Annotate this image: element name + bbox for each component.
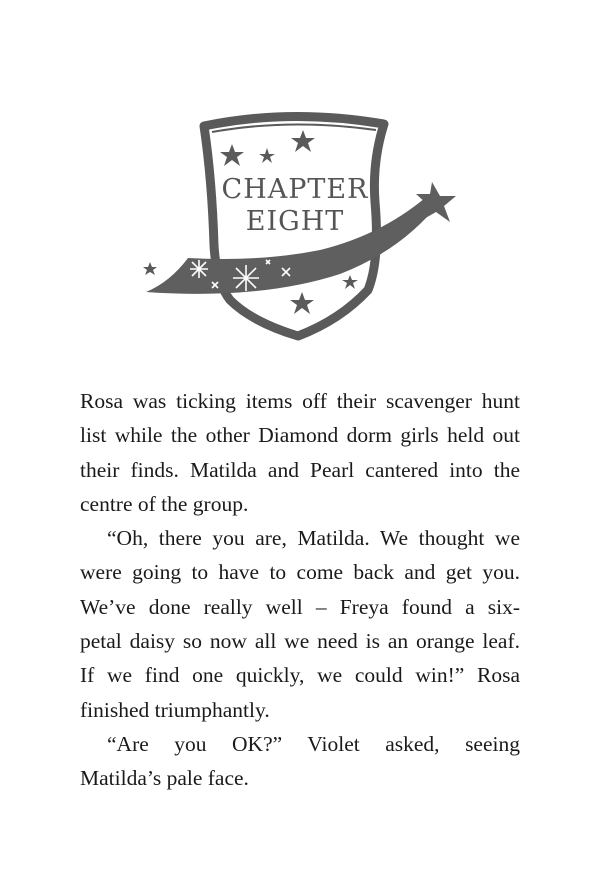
text-line: finished triumphantly. xyxy=(80,697,270,722)
text-line: centre of the group. xyxy=(80,491,249,516)
text-line: Matilda’s pale face. xyxy=(80,766,249,791)
text-line: We’ve done really well – Freya found a six- xyxy=(80,594,520,619)
chapter-crest xyxy=(140,110,460,345)
text-line: list while the other Diamond dorm girls held out xyxy=(80,423,520,448)
text-line: were going to have to come back and get you. xyxy=(80,560,520,585)
text-line: Rosa was ticking items off their scavenger hunt xyxy=(80,389,520,413)
text-line: petal daisy so now all we need is an orange leaf. xyxy=(80,629,520,654)
star-icon xyxy=(220,130,315,166)
paragraph xyxy=(80,521,520,727)
paragraph xyxy=(80,384,520,521)
text-line: “Oh, there you are, Matilda. We thought we xyxy=(107,526,520,551)
text-line: If we find one quickly, we could win!” Rosa xyxy=(80,663,520,688)
paragraph xyxy=(80,727,520,796)
text-line: their finds. Matilda and Pearl cantered into the xyxy=(80,457,520,482)
text-line: “Are you OK?” Violet asked, seeing xyxy=(107,731,520,756)
chapter-label: CHAPTER xyxy=(221,174,369,205)
chapter-number: EIGHT xyxy=(245,206,345,237)
chapter-body xyxy=(80,384,520,796)
